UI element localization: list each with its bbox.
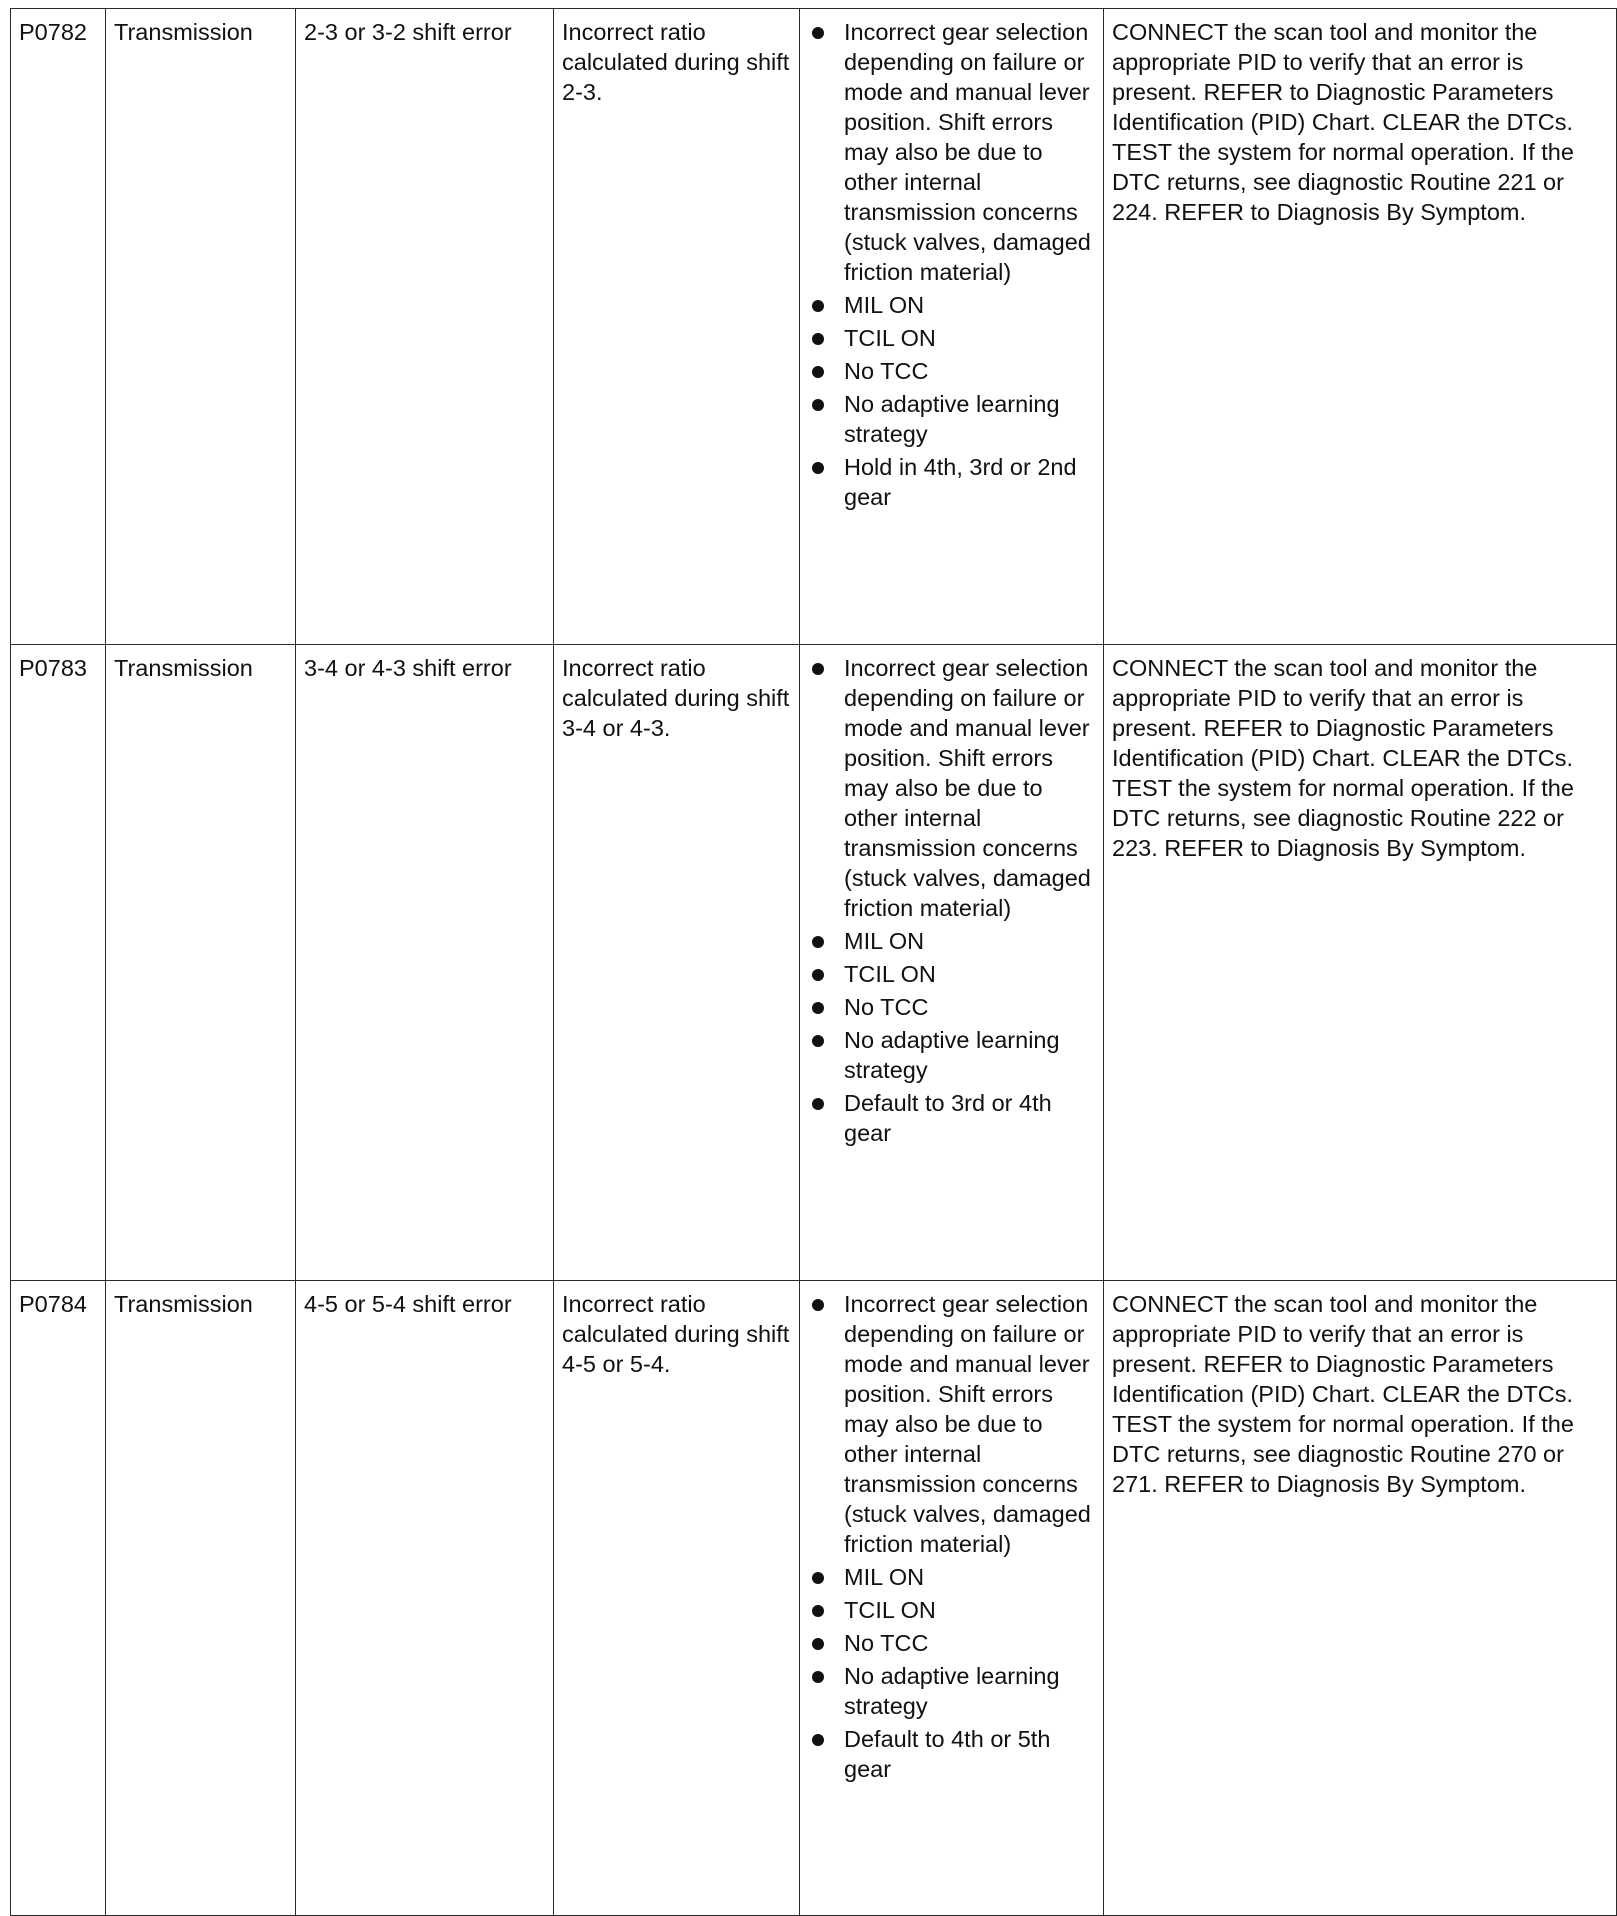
symptom-item [808, 1088, 1095, 1148]
symptom-item [808, 1595, 1095, 1625]
symptom-item [808, 653, 1095, 923]
symptoms-cell [800, 1281, 1104, 1916]
bullet-icon [812, 1098, 824, 1110]
symptom-text: Default to 3rd or 4th gear [844, 1090, 1052, 1146]
symptoms-cell [800, 645, 1104, 1281]
dtc-code-cell: P0782 [11, 9, 106, 645]
description-cell: 2-3 or 3-2 shift error [296, 9, 554, 645]
symptom-text: MIL ON [844, 928, 925, 954]
symptom-item [808, 323, 1095, 353]
symptom-text: Hold in 4th, 3rd or 2nd gear [844, 454, 1077, 510]
bullet-icon [812, 333, 824, 345]
condition-cell: Incorrect ratio calculated during shift 2-3. [554, 9, 800, 645]
symptom-text: No adaptive learning strategy [844, 1663, 1060, 1719]
description-cell: 3-4 or 4-3 shift error [296, 645, 554, 1281]
table-row [11, 645, 1617, 1281]
symptom-text: TCIL ON [844, 961, 936, 987]
bullet-icon [812, 1605, 824, 1617]
system-cell: Transmission [106, 9, 296, 645]
bullet-icon [812, 969, 824, 981]
symptoms-cell [800, 9, 1104, 645]
symptom-text: Default to 4th or 5th gear [844, 1726, 1051, 1782]
bullet-icon [812, 1299, 824, 1311]
symptom-text: Incorrect gear selection depending on failure or mode and manual lever position. Shift errors may also be due to other internal transmission concerns (stuck valves, damaged friction material) [844, 19, 1091, 285]
bullet-icon [812, 663, 824, 675]
symptom-item [808, 1025, 1095, 1085]
symptom-text: No TCC [844, 994, 929, 1020]
bullet-icon [812, 1638, 824, 1650]
symptom-text: Incorrect gear selection depending on failure or mode and manual lever position. Shift errors may also be due to other internal transmission concerns (stuck valves, damaged friction material) [844, 655, 1091, 921]
description-cell: 4-5 or 5-4 shift error [296, 1281, 554, 1916]
bullet-icon [812, 399, 824, 411]
symptom-text: MIL ON [844, 292, 925, 318]
condition-cell: Incorrect ratio calculated during shift 4-5 or 5-4. [554, 1281, 800, 1916]
symptom-text: No TCC [844, 1630, 929, 1656]
action-cell: CONNECT the scan tool and monitor the appropriate PID to verify that an error is present. REFER to Diagnostic Parameters Identification (PID) Chart. CLEAR the DTCs. TEST the system for normal operation. If the DTC returns, see diagnostic Routine 221 or 224. REFER to Diagnosis By Symptom. [1104, 9, 1617, 645]
dtc-table [10, 8, 1617, 1916]
table-row [11, 1281, 1617, 1916]
symptom-item [808, 1562, 1095, 1592]
symptom-text: No adaptive learning strategy [844, 1027, 1060, 1083]
action-cell: CONNECT the scan tool and monitor the appropriate PID to verify that an error is present. REFER to Diagnostic Parameters Identification (PID) Chart. CLEAR the DTCs. TEST the system for normal operation. If the DTC returns, see diagnostic Routine 222 or 223. REFER to Diagnosis By Symptom. [1104, 645, 1617, 1281]
dtc-code-cell: P0783 [11, 645, 106, 1281]
symptom-list [808, 17, 1095, 512]
symptom-text: Incorrect gear selection depending on failure or mode and manual lever position. Shift errors may also be due to other internal transmission concerns (stuck valves, damaged friction material) [844, 1291, 1091, 1557]
symptom-item [808, 1289, 1095, 1559]
bullet-icon [812, 462, 824, 474]
symptom-item [808, 1661, 1095, 1721]
symptom-item [808, 17, 1095, 287]
symptom-item [808, 452, 1095, 512]
symptom-item [808, 992, 1095, 1022]
symptom-list [808, 653, 1095, 1148]
bullet-icon [812, 300, 824, 312]
symptom-item [808, 1628, 1095, 1658]
bullet-icon [812, 1671, 824, 1683]
bullet-icon [812, 936, 824, 948]
condition-cell: Incorrect ratio calculated during shift 3-4 or 4-3. [554, 645, 800, 1281]
bullet-icon [812, 1734, 824, 1746]
symptom-item [808, 926, 1095, 956]
system-cell: Transmission [106, 1281, 296, 1916]
symptom-item [808, 356, 1095, 386]
dtc-code-cell: P0784 [11, 1281, 106, 1916]
symptom-item [808, 290, 1095, 320]
action-cell: CONNECT the scan tool and monitor the appropriate PID to verify that an error is present. REFER to Diagnostic Parameters Identification (PID) Chart. CLEAR the DTCs. TEST the system for normal operation. If the DTC returns, see diagnostic Routine 270 or 271. REFER to Diagnosis By Symptom. [1104, 1281, 1617, 1916]
bullet-icon [812, 27, 824, 39]
bullet-icon [812, 1035, 824, 1047]
symptom-text: TCIL ON [844, 1597, 936, 1623]
system-cell: Transmission [106, 645, 296, 1281]
symptom-item [808, 389, 1095, 449]
bullet-icon [812, 1572, 824, 1584]
symptom-item [808, 959, 1095, 989]
bullet-icon [812, 366, 824, 378]
symptom-list [808, 1289, 1095, 1784]
table-row [11, 9, 1617, 645]
symptom-item [808, 1724, 1095, 1784]
symptom-text: No adaptive learning strategy [844, 391, 1060, 447]
symptom-text: No TCC [844, 358, 929, 384]
bullet-icon [812, 1002, 824, 1014]
symptom-text: MIL ON [844, 1564, 925, 1590]
symptom-text: TCIL ON [844, 325, 936, 351]
